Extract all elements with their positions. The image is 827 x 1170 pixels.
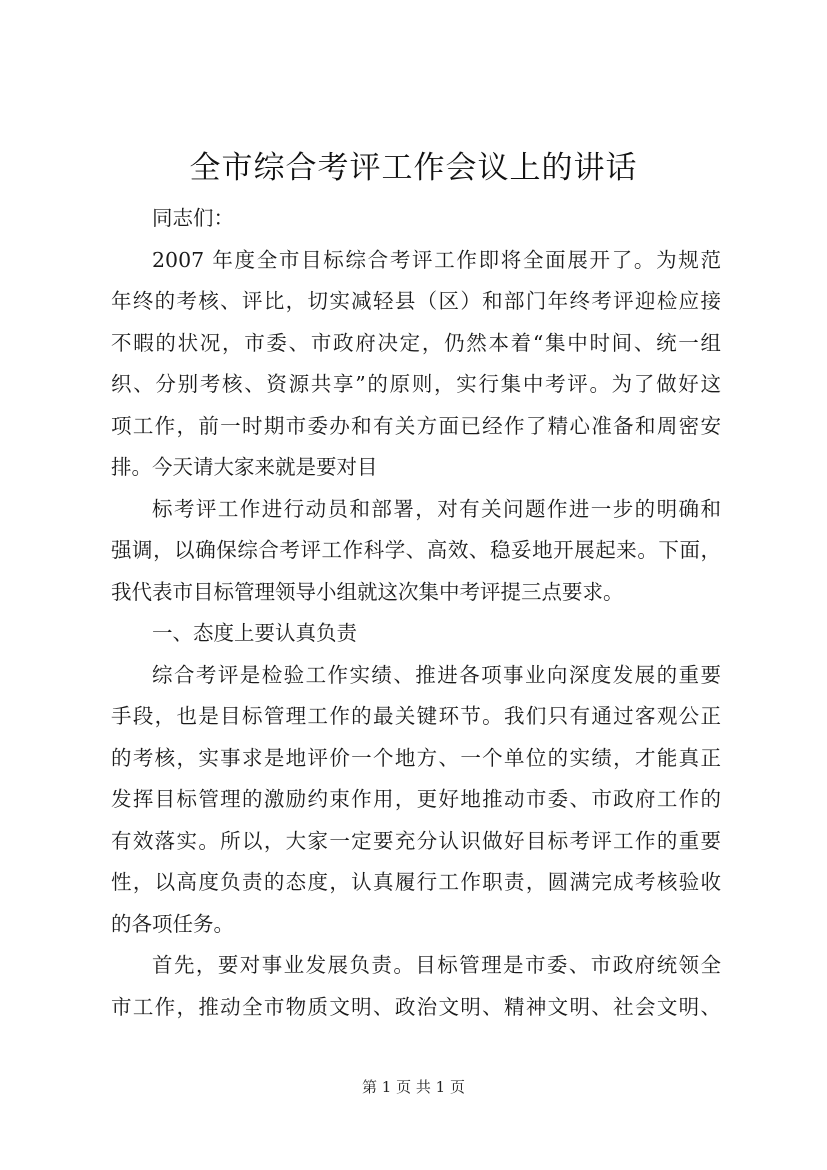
body-line: 标考评工作进行动员和部署，对有关问题作进一步的明确和	[152, 496, 721, 521]
body-line: 不暇的状况，市委、市政府决定，仍然本着“集中时间、统一组	[111, 330, 721, 355]
body-line: 同志们：	[152, 206, 234, 230]
body-line: 2007 年度全市目标综合考评工作即将全面展开了。为规范	[152, 247, 721, 272]
body-line: 我代表市目标管理领导小组就这次集中考评提三点要求。	[111, 579, 624, 604]
body-line: 手段，也是目标管理工作的最关键环节。我们只有通过客观公正	[111, 704, 721, 728]
body-line: 织、分别考核、资源共享”的原则，实行集中考评。为了做好这	[111, 372, 721, 396]
body-line: 强调，以确保综合考评工作科学、高效、稳妥地开展起来。下面，	[111, 538, 721, 562]
body-line: 的各项任务。	[111, 911, 234, 936]
document-body	[111, 198, 721, 1028]
body-line: 首先，要对事业发展负责。目标管理是市委、市政府统领全	[152, 953, 721, 977]
page-footer: 第 1 页 共 1 页	[362, 1078, 465, 1096]
body-line: 有效落实。所以，大家一定要充分认识做好目标考评工作的重要	[111, 828, 721, 853]
body-line: 排。今天请大家来就是要对目	[111, 455, 378, 479]
document-title: 全市综合考评工作会议上的讲话	[189, 150, 638, 186]
body-line: 性，以高度负责的态度，认真履行工作职责，圆满完成考核验收	[111, 870, 721, 894]
body-line: 市工作，推动全市物质文明、政治文明、精神文明、社会文明、	[111, 994, 721, 1019]
body-line: 发挥目标管理的激励约束作用，更好地推动市委、市政府工作的	[111, 787, 721, 811]
body-line: 综合考评是检验工作实绩、推进各项事业向深度发展的重要	[152, 662, 721, 687]
body-line: 的考核，实事求是地评价一个地方、一个单位的实绩，才能真正	[111, 745, 721, 770]
body-line: 一、态度上要认真负责	[152, 621, 357, 645]
body-line: 项工作，前一时期市委办和有关方面已经作了精心准备和周密安	[111, 413, 721, 438]
body-line: 年终的考核、评比，切实减轻县（区）和部门年终考评迎检应接	[111, 289, 721, 313]
